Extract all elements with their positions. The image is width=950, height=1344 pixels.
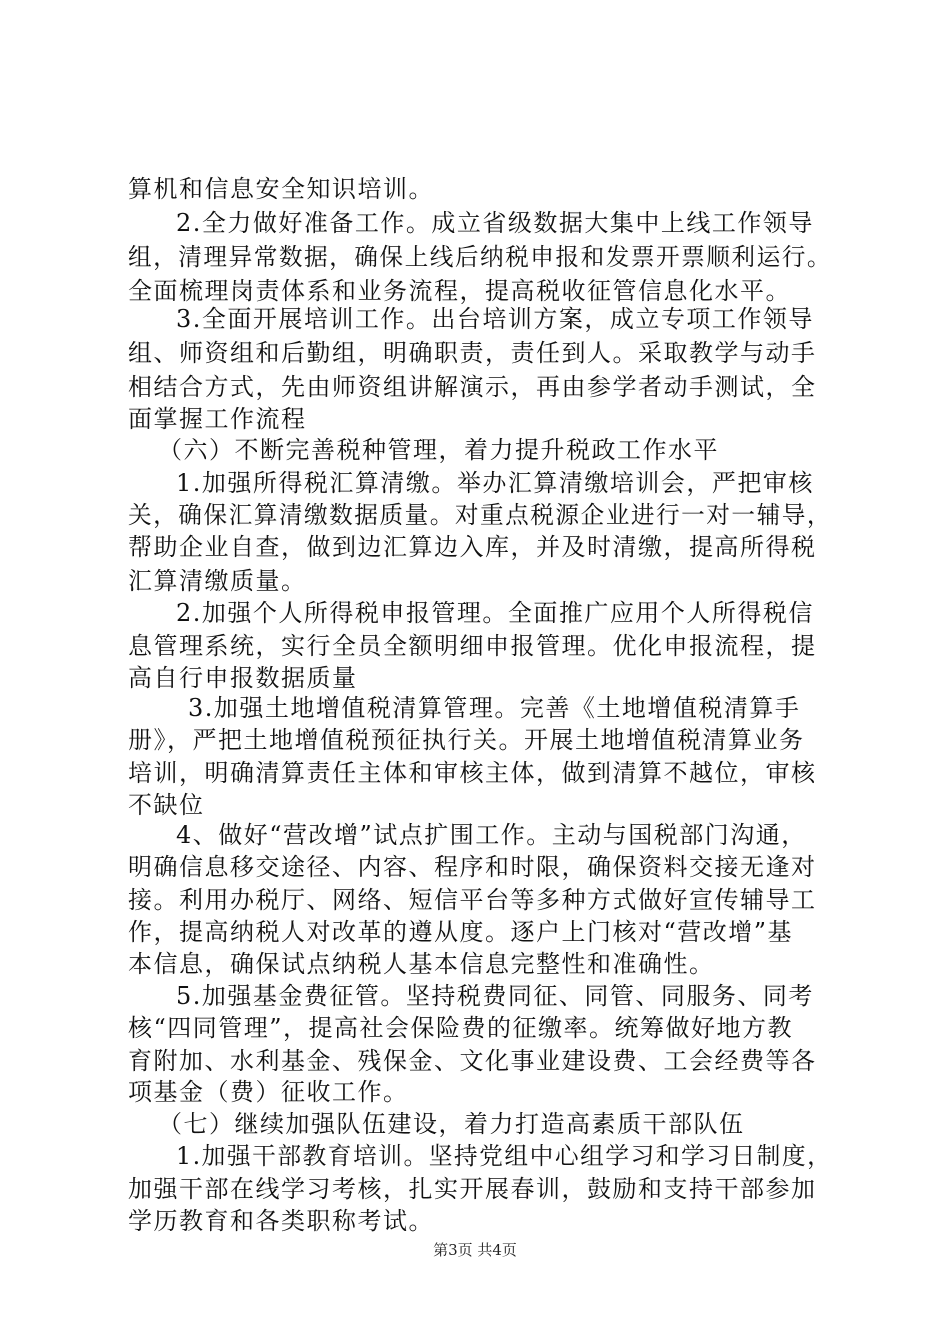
body-line: 接。利用办税厅、网络、短信平台等多种方式做好宣传辅导工 [128,886,817,914]
body-line: 1.加强干部教育培训。坚持党组中心组学习和学习日制度， [176,1142,833,1170]
body-line: 组，清理异常数据，确保上线后纳税申报和发票开票顺利运行。 [128,243,833,271]
body-line: 算机和信息安全知识培训。 [128,175,434,203]
section-heading: （六）不断完善税种管理，着力提升税政工作水平 [158,436,719,464]
body-line: 3.加强土地增值税清算管理。完善《土地增值税清算手 [188,694,801,722]
body-line: 汇算清缴质量。 [128,567,307,595]
section-heading: （七）继续加强队伍建设，着力打造高素质干部队伍 [158,1110,745,1138]
body-line: 明确信息移交途径、内容、程序和时限，确保资料交接无逢对 [128,853,817,881]
body-line: 作，提高纳税人对改革的遵从度。逐户上门核对“营改增”基 [128,918,794,946]
body-line: 关，确保汇算清缴数据质量。对重点税源企业进行一对一辅导， [128,501,833,529]
body-line: 1.加强所得税汇算清缴。举办汇算清缴培训会，严把审核 [176,469,814,497]
body-line: 相结合方式，先由师资组讲解演示，再由参学者动手测试，全 [128,373,817,401]
body-line: 帮助企业自查，做到边汇算边入库，并及时清缴，提高所得税 [128,533,817,561]
body-line: 息管理系统，实行全员全额明细申报管理。优化申报流程，提 [128,632,817,660]
body-line: 4、做好“营改增”试点扩围工作。主动与国税部门沟通， [176,821,807,849]
body-line: 面掌握工作流程 [128,405,307,433]
body-line: 高自行申报数据质量 [128,664,358,692]
body-line: 核“四同管理”，提高社会保险费的征缴率。统筹做好地方教 [128,1014,794,1042]
body-line: 组、师资组和后勤组，明确职责，责任到人。采取教学与动手 [128,339,817,367]
page-number: 第3页 共4页 [433,1241,517,1259]
body-line: 2.全力做好准备工作。成立省级数据大集中上线工作领导 [176,209,814,237]
body-line: 全面梳理岗责体系和业务流程，提高税收征管信息化水平。 [128,277,791,305]
body-line: 项基金（费）征收工作。 [128,1078,409,1106]
body-line: 育附加、水利基金、残保金、文化事业建设费、工会经费等各 [128,1047,817,1075]
body-line: 培训，明确清算责任主体和审核主体，做到清算不越位，审核 [128,759,817,787]
body-line: 3.全面开展培训工作。出台培训方案，成立专项工作领导 [176,305,814,333]
body-line: 本信息，确保试点纳税人基本信息完整性和准确性。 [128,950,715,978]
body-line: 5.加强基金费征管。坚持税费同征、同管、同服务、同考 [176,982,814,1010]
body-line: 学历教育和各类职称考试。 [128,1207,434,1235]
body-line: 2.加强个人所得税申报管理。全面推广应用个人所得税信 [176,599,814,627]
body-line: 不缺位 [128,791,205,819]
body-line: 加强干部在线学习考核，扎实开展春训，鼓励和支持干部参加 [128,1175,817,1203]
body-line: 册》，严把土地增值税预征执行关。开展土地增值税清算业务 [128,726,805,754]
